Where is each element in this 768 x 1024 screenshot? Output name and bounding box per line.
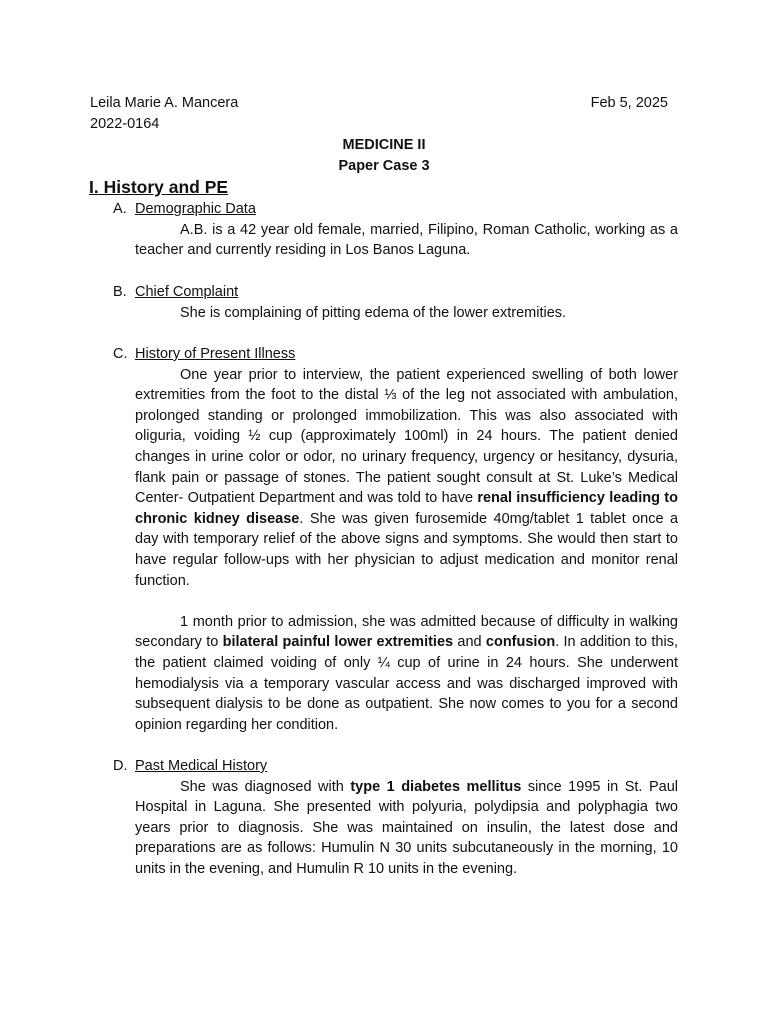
- text-run: . She was given furosemide 40mg/tablet 1 tablet once a day with temporary relief of the above signs and symptoms. She would then start to have regular follow-ups with her physician to adjust medication and monitor renal function.: [135, 510, 679, 589]
- item-letter: D.: [113, 758, 128, 774]
- author-name: Leila Marie A. Mancera: [90, 95, 239, 111]
- section-heading: I. History and PE: [89, 177, 229, 197]
- text-run: She is complaining of pitting edema of the lower extremities.: [180, 304, 567, 321]
- text-run: 1 month prior to admission, she was admitted because of difficulty in walking secondary to: [135, 613, 678, 651]
- paragraph: [135, 365, 678, 592]
- text-run: and: [453, 634, 486, 651]
- course-title: MEDICINE II: [342, 137, 426, 153]
- item-body: [135, 303, 678, 324]
- item-letter: A.: [113, 201, 127, 217]
- text-run: . In addition to this, the patient claimed voiding of only ¼ cup of urine in 24 hours. She underwent hemodialysis via a temporary vascular access and was discharged improved with subsequent dialysis to be done as outpatient. She now comes to you for a second opinion regarding her condition.: [135, 634, 678, 733]
- text-run: She was diagnosed with: [180, 778, 351, 795]
- item-heading: Demographic Data: [135, 201, 256, 217]
- item-heading: Past Medical History: [135, 758, 268, 774]
- bold-text-run: confusion: [485, 634, 556, 651]
- item-body: [135, 365, 678, 736]
- text-run: since 1995 in St. Paul Hospital in Laguna. She presented with polyuria, polydipsia and polyphagia two years prior to diagnosis. She was maintained on insulin, the latest dose and preparations are as follows: Humulin N 30 units subcutaneously in the morning, 10 units in the evening, and Humulin R 10 units in the evening.: [135, 778, 678, 877]
- item-letter: B.: [113, 284, 127, 300]
- paragraph: [135, 303, 678, 324]
- item-past-medical-history: [113, 756, 678, 880]
- item-letter: C.: [113, 346, 128, 362]
- item-body: [135, 777, 678, 880]
- paragraph: [135, 777, 678, 880]
- item-heading: Chief Complaint: [135, 284, 239, 300]
- case-title: Paper Case 3: [338, 158, 430, 174]
- item-heading: History of Present Illness: [135, 346, 296, 362]
- item-chief-complaint: [113, 282, 678, 323]
- document-date: Feb 5, 2025: [590, 95, 668, 111]
- paragraph: [135, 220, 678, 261]
- item-demographic-data: [113, 199, 678, 261]
- text-run: A.B. is a 42 year old female, married, Filipino, Roman Catholic, working as a teacher and currently residing in Los Banos Laguna.: [135, 221, 678, 259]
- bold-text-run: type 1 diabetes mellitus: [350, 778, 522, 795]
- student-number: 2022-0164: [90, 116, 160, 132]
- bold-text-run: renal insufficiency leading to chronic kidney disease: [135, 490, 678, 527]
- bold-text-run: bilateral painful lower extremities: [222, 634, 454, 651]
- text-run: One year prior to interview, the patient experienced swelling of both lower extremities from the foot to the distal ⅓ of the leg not associated with ambulation, prolonged standing or prolonged immobilization. This was also associated with oliguria, voiding ½ cup (approximately 100ml) in 24 hours. The patient denied changes in urine color or odor, no urinary frequency, urgency or hesitancy, dysuria, flank pain or passage of stones. The patient sought consult at St. Luke’s Medical Center- Outpatient Department and was told to have: [135, 366, 678, 507]
- item-history-present-illness: [113, 344, 678, 735]
- item-body: [135, 220, 678, 261]
- paragraph: [135, 612, 678, 736]
